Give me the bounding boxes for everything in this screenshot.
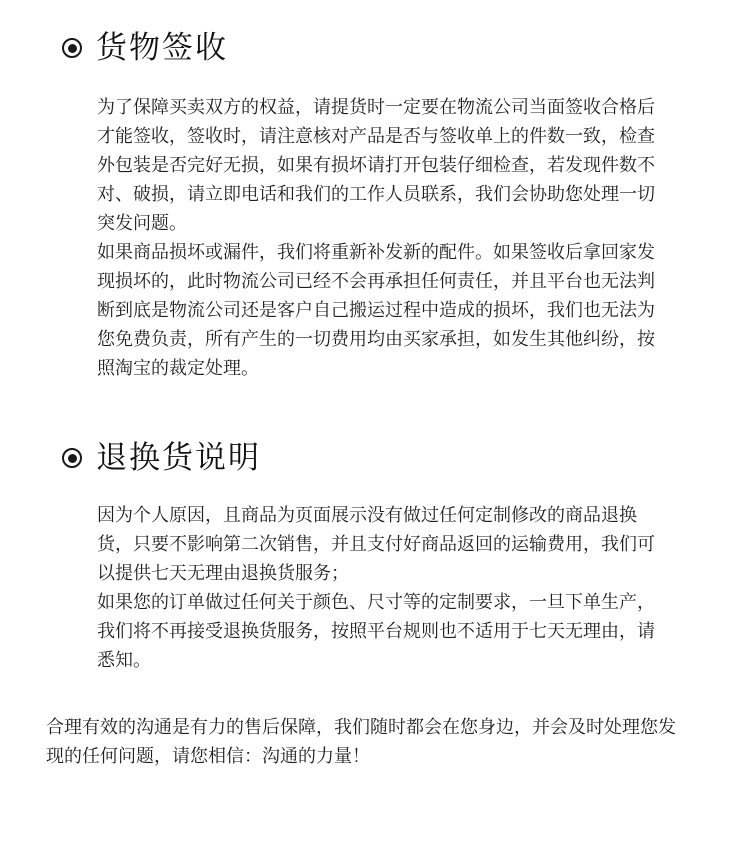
goods-receipt-body — [97, 93, 657, 383]
radio-dot-icon — [62, 448, 82, 468]
return-policy-paragraph-2: 如果您的订单做过任何关于颜色、尺寸等的定制要求，一旦下单生产，我们将不再接受退换货服务，按照平台规则也不适用于七天无理由，请悉知。 — [97, 592, 655, 671]
return-policy-title: 退换货说明 — [96, 440, 261, 476]
goods-receipt-paragraph-1: 为了保障买卖双方的权益，请提货时一定要在物流公司当面签收合格后才能签收，签收时，请注意核对产品是否与签收单上的件数一致，检查外包装是否完好无损，如果有损坏请打开包装仔细检查，若发现件数不对、破损，请立即电话和我们的工作人员联系，我们会协助您处理一切突发问题。 — [97, 97, 655, 234]
return-policy-body — [97, 501, 657, 675]
goods-receipt-title: 货物签收 — [96, 30, 228, 66]
goods-receipt-heading — [62, 28, 228, 68]
return-policy-heading — [62, 438, 261, 478]
return-policy-paragraph-1: 因为个人原因，且商品为页面展示没有做过任何定制修改的商品退换货，只要不影响第二次销售，并且支付好商品返回的运输费用，我们可以提供七天无理由退换货服务； — [97, 505, 655, 584]
goods-receipt-paragraph-2: 如果商品损坏或漏件，我们将重新补发新的配件。如果签收后拿回家发现损坏的，此时物流公司已经不会再承担任何责任，并且平台也无法判断到底是物流公司还是客户自己搬运过程中造成的损坏，我们也无法为您免费负责，所有产生的一切费用均由买家承担，如发生其他纠纷，按照淘宝的裁定处理。 — [97, 242, 655, 379]
closing-note: 合理有效的沟通是有力的售后保障，我们随时都会在您身边，并会及时处理您发现的任何问题，请您相信：沟通的力量！ — [46, 717, 676, 767]
radio-dot-icon — [62, 38, 82, 58]
